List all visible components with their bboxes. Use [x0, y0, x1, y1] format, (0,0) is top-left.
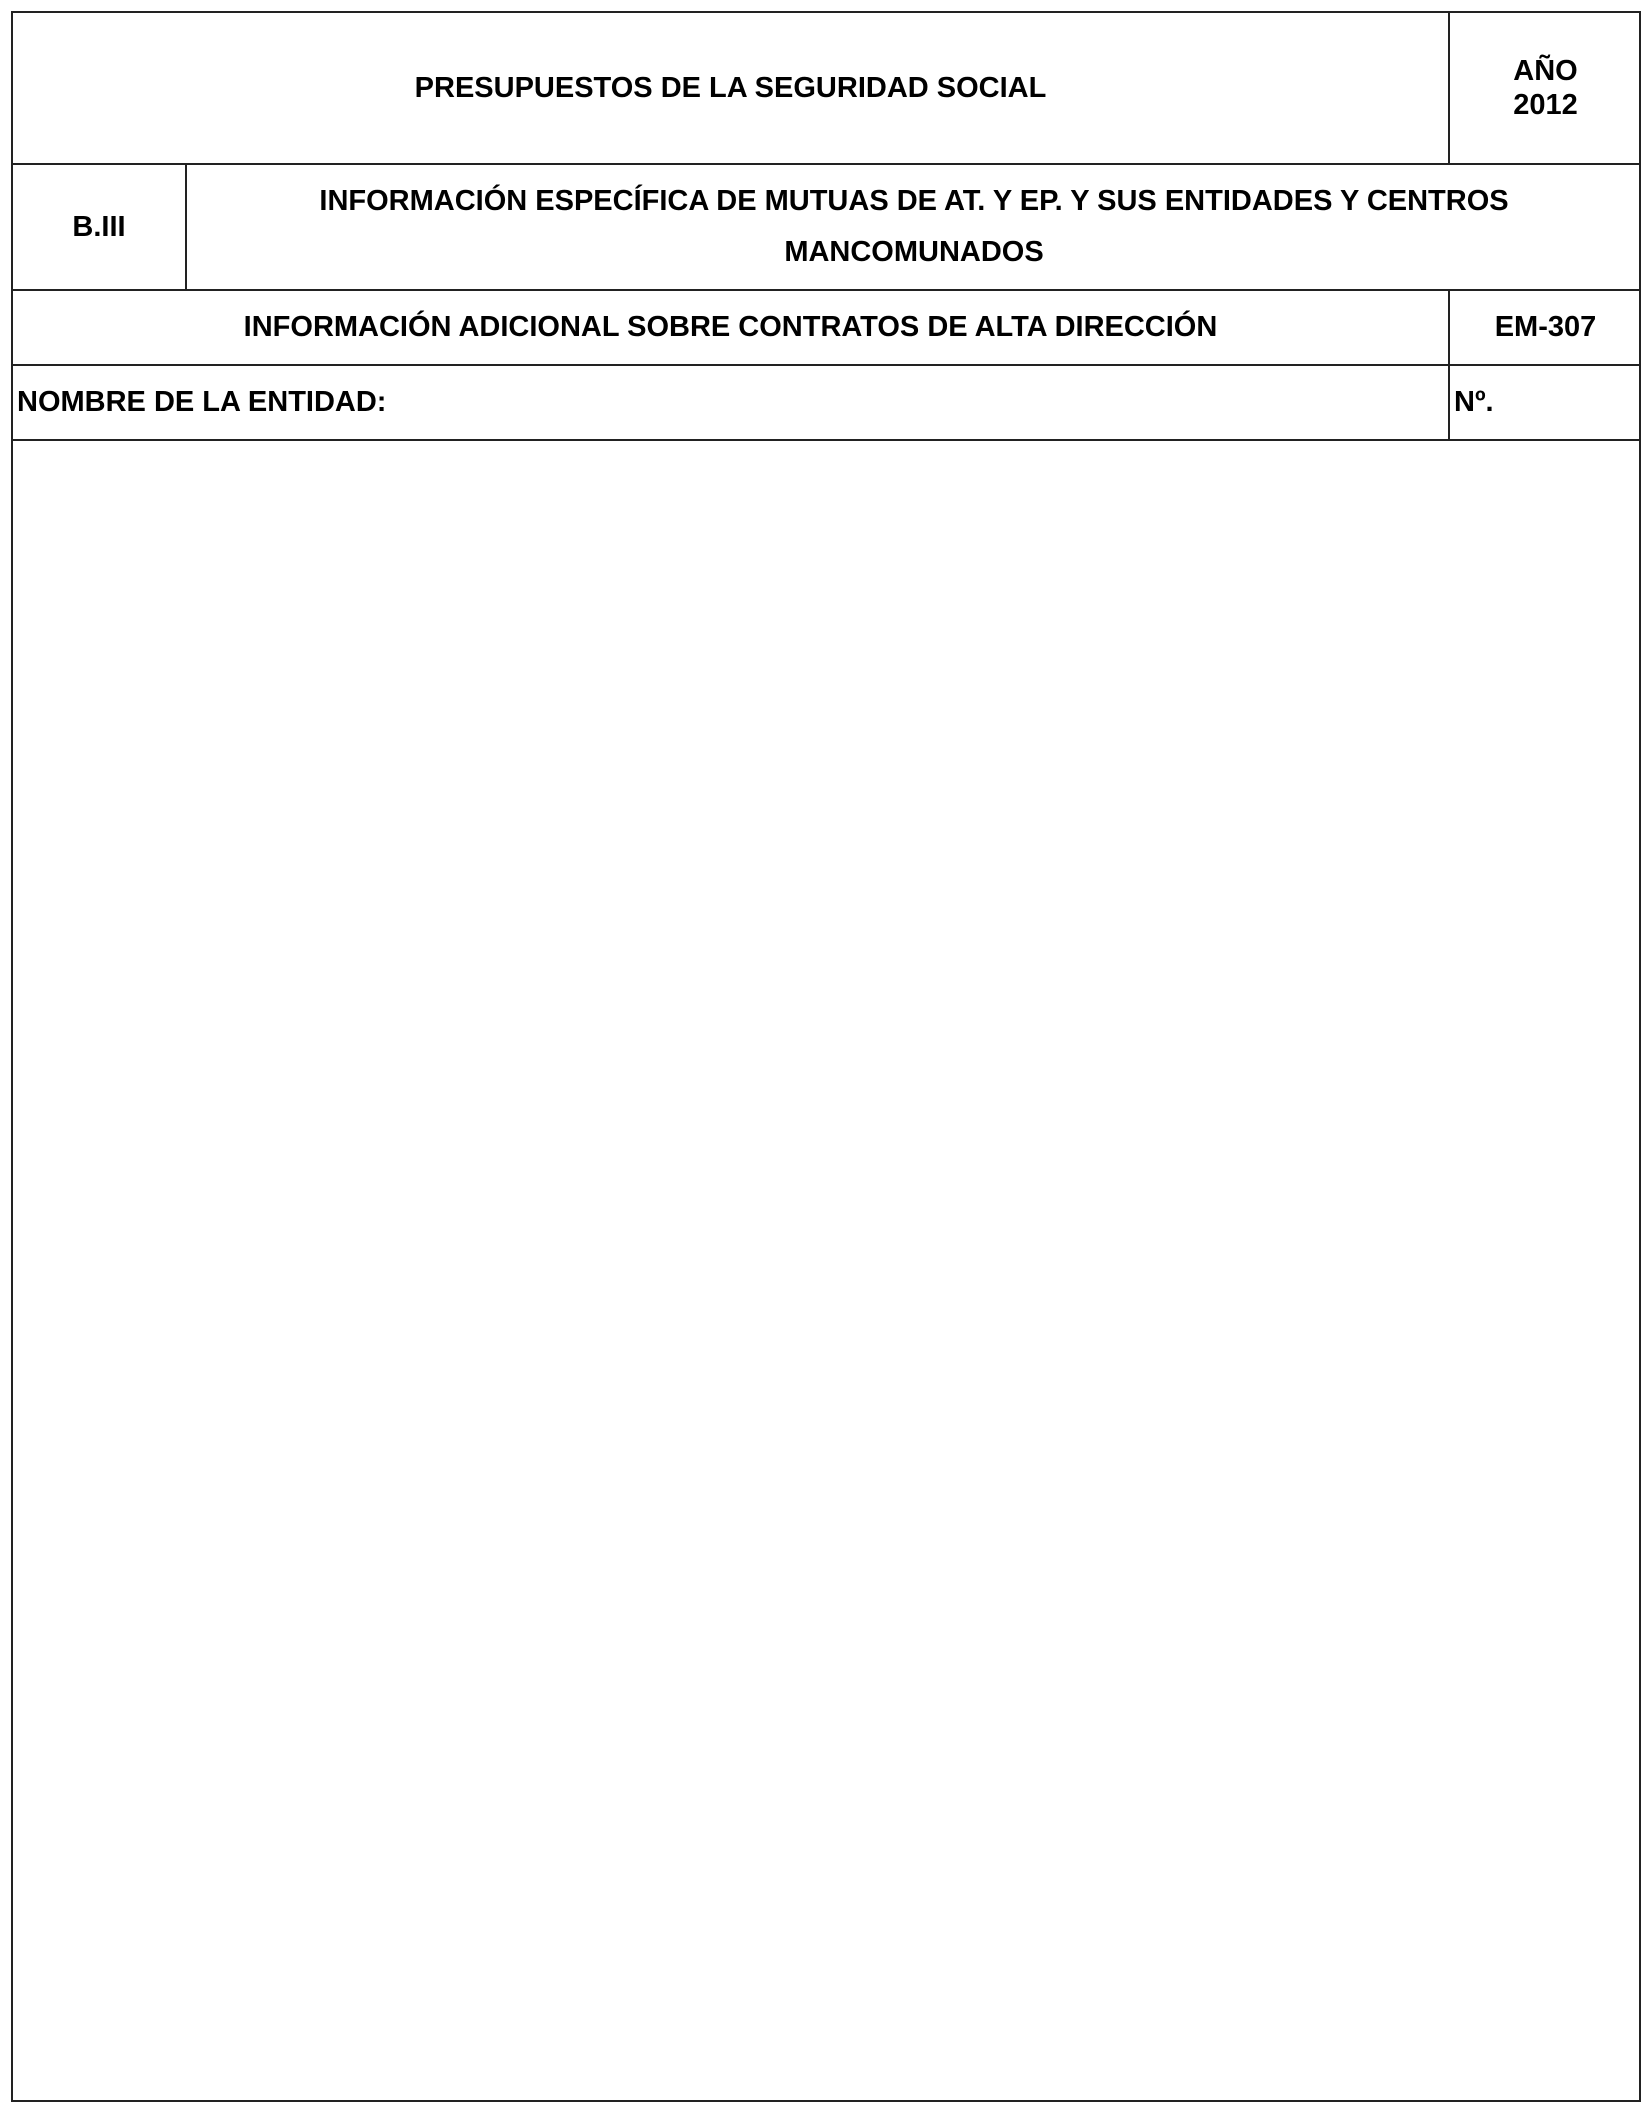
form-row: [13, 291, 1639, 366]
entity-row: [13, 366, 1639, 441]
form-body-area: [13, 441, 1639, 2100]
budget-form-sheet: [11, 11, 1641, 2102]
year-value: 2012: [1513, 89, 1578, 121]
section-row: [13, 165, 1639, 291]
year-cell: [1448, 13, 1641, 163]
entity-name-label: NOMBRE DE LA ENTIDAD:: [17, 386, 387, 418]
document-title: PRESUPUESTOS DE LA SEGURIDAD SOCIAL: [414, 71, 1047, 104]
form-code: EM-307: [1448, 291, 1641, 364]
entity-number-label: Nº.: [1448, 366, 1641, 439]
header-row: [13, 13, 1639, 165]
form-subtitle: INFORMACIÓN ADICIONAL SOBRE CONTRATOS DE ALTA DIRECCIÓN: [243, 311, 1218, 343]
section-description: INFORMACIÓN ESPECÍFICA DE MUTUAS DE AT. Y EP. Y SUS ENTIDADES Y CENTROS MANCOMUNADOS: [185, 165, 1641, 289]
year-label: AÑO: [1513, 55, 1578, 87]
section-code: B.III: [72, 210, 126, 243]
